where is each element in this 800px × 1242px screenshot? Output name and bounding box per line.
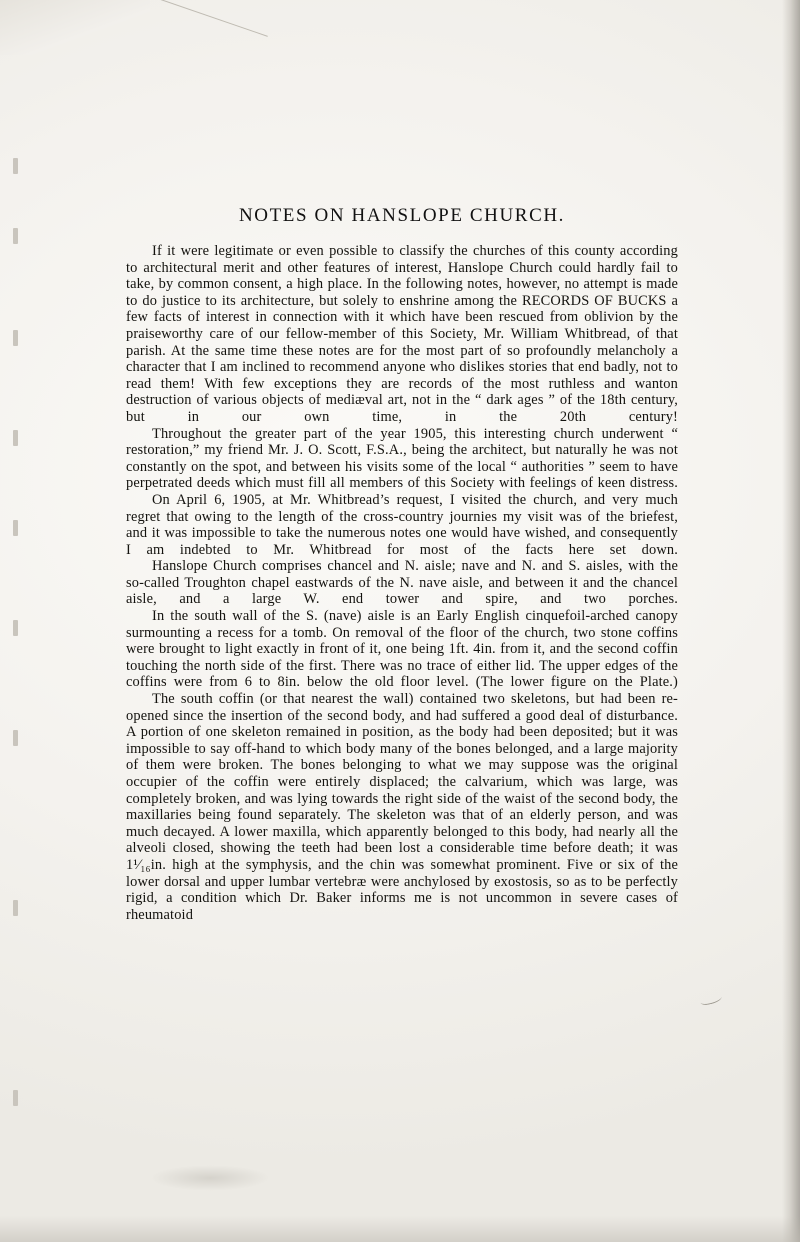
scan-smudge [150,1165,270,1191]
page-right-edge-shadow [782,0,800,1242]
binding-mark [13,158,18,174]
paragraph: On April 6, 1905, at Mr. Whitbread’s request, I visited the church, and very much regret that owing to the length of the cross-country journies my visit was of the briefest, and it was impossible to take the numerous notes one would have wished, and consequently I am indebted to Mr. Whitbread for most of the facts here set down. [126,491,678,558]
page-bottom-edge-shadow [0,1216,800,1242]
page-title: NOTES ON HANSLOPE CHURCH. [238,205,566,226]
binding-mark [13,228,18,244]
binding-mark [13,430,18,446]
paragraph: Throughout the greater part of the year 1905, this interesting church underwent “ restoration,” my friend Mr. J. O. Scott, F.S.A., being the architect, but naturally he was not constantly on the spot, and between his visits some of the local “ authorities ” seem to have perpetrated deeds which must fill all members of this Society with feelings of keen distress. [126,425,678,492]
binding-mark [13,900,18,916]
binding-mark [13,330,18,346]
binding-mark [13,730,18,746]
paragraph: The south coffin (or that nearest the wall) contained two skeletons, but had been re-opened since the insertion of the second body, and had suffered a good deal of disturbance. A portion of one skeleton remained in position, as the body had been deposited; but it was impossible to say off-hand to which body many of the bones belonged, and a large majority of them were broken. The bones belonging to what we may suppose was the original occupier of the coffin were entirely displaced; the calvarium, which was large, was completely broken, and was lying towards the right side of the waist of the second body, the maxillaries being found separately. The skeleton was that of an elderly person, and was much decayed. A lower maxilla, which apparently belonged to this body, had nearly all the alveoli closed, showing the teeth had been lost a considerable time before death; it was 1¹⁄₁₆in. high at the symphysis, and the chin was somewhat prominent. Five or six of the lower dorsal and upper lumbar vertebræ were anchylosed by exostosis, so as to be perfectly rigid, a condition which Dr. Baker informs me is not uncommon in severe cases of rheumatoid [126,691,678,923]
document-body [126,205,678,923]
binding-mark [13,620,18,636]
corner-fold [0,0,150,55]
binding-mark [13,1090,18,1106]
binding-mark [13,520,18,536]
paragraph: If it were legitimate or even possible to classify the churches of this county according to architectural merit and other features of interest, Hanslope Church could hardly fail to take, by common consent, a high place. In the following notes, however, no attempt is made to do justice to its architecture, but solely to enshrine among the RECORDS OF BUCKS a few facts of interest in connection with it which have been rescued from oblivion by the praiseworthy care of our fellow-member of this Society, Mr. William Whitbread, of that parish. At the same time these notes are for the most part of so profoundly melancholy a character that I am inclined to recommend anyone who dislikes stories that end badly, not to read them! With few exceptions they are records of the most ruthless and wanton destruction of various objects of mediæval art, not in the “ dark ages ” of the 18th century, but in our own time, in the 20th century! [126,243,678,425]
paragraph: Hanslope Church comprises chancel and N. aisle; nave and N. and S. aisles, with the so-called Troughton chapel eastwards of the N. nave aisle, and between it and the chancel aisle, and a large W. end tower and spire, and two porches. [126,558,678,608]
paragraph: In the south wall of the S. (nave) aisle is an Early English cinquefoil-arched canopy surmounting a recess for a tomb. On removal of the floor of the church, two stone coffins were brought to light exactly in front of it, one being 1ft. 4in. from it, and the second coffin touching the north side of the first. There was no trace of either lid. The upper edges of the coffins were from 6 to 8in. below the old floor level. (The lower figure on the Plate.) [126,608,678,691]
